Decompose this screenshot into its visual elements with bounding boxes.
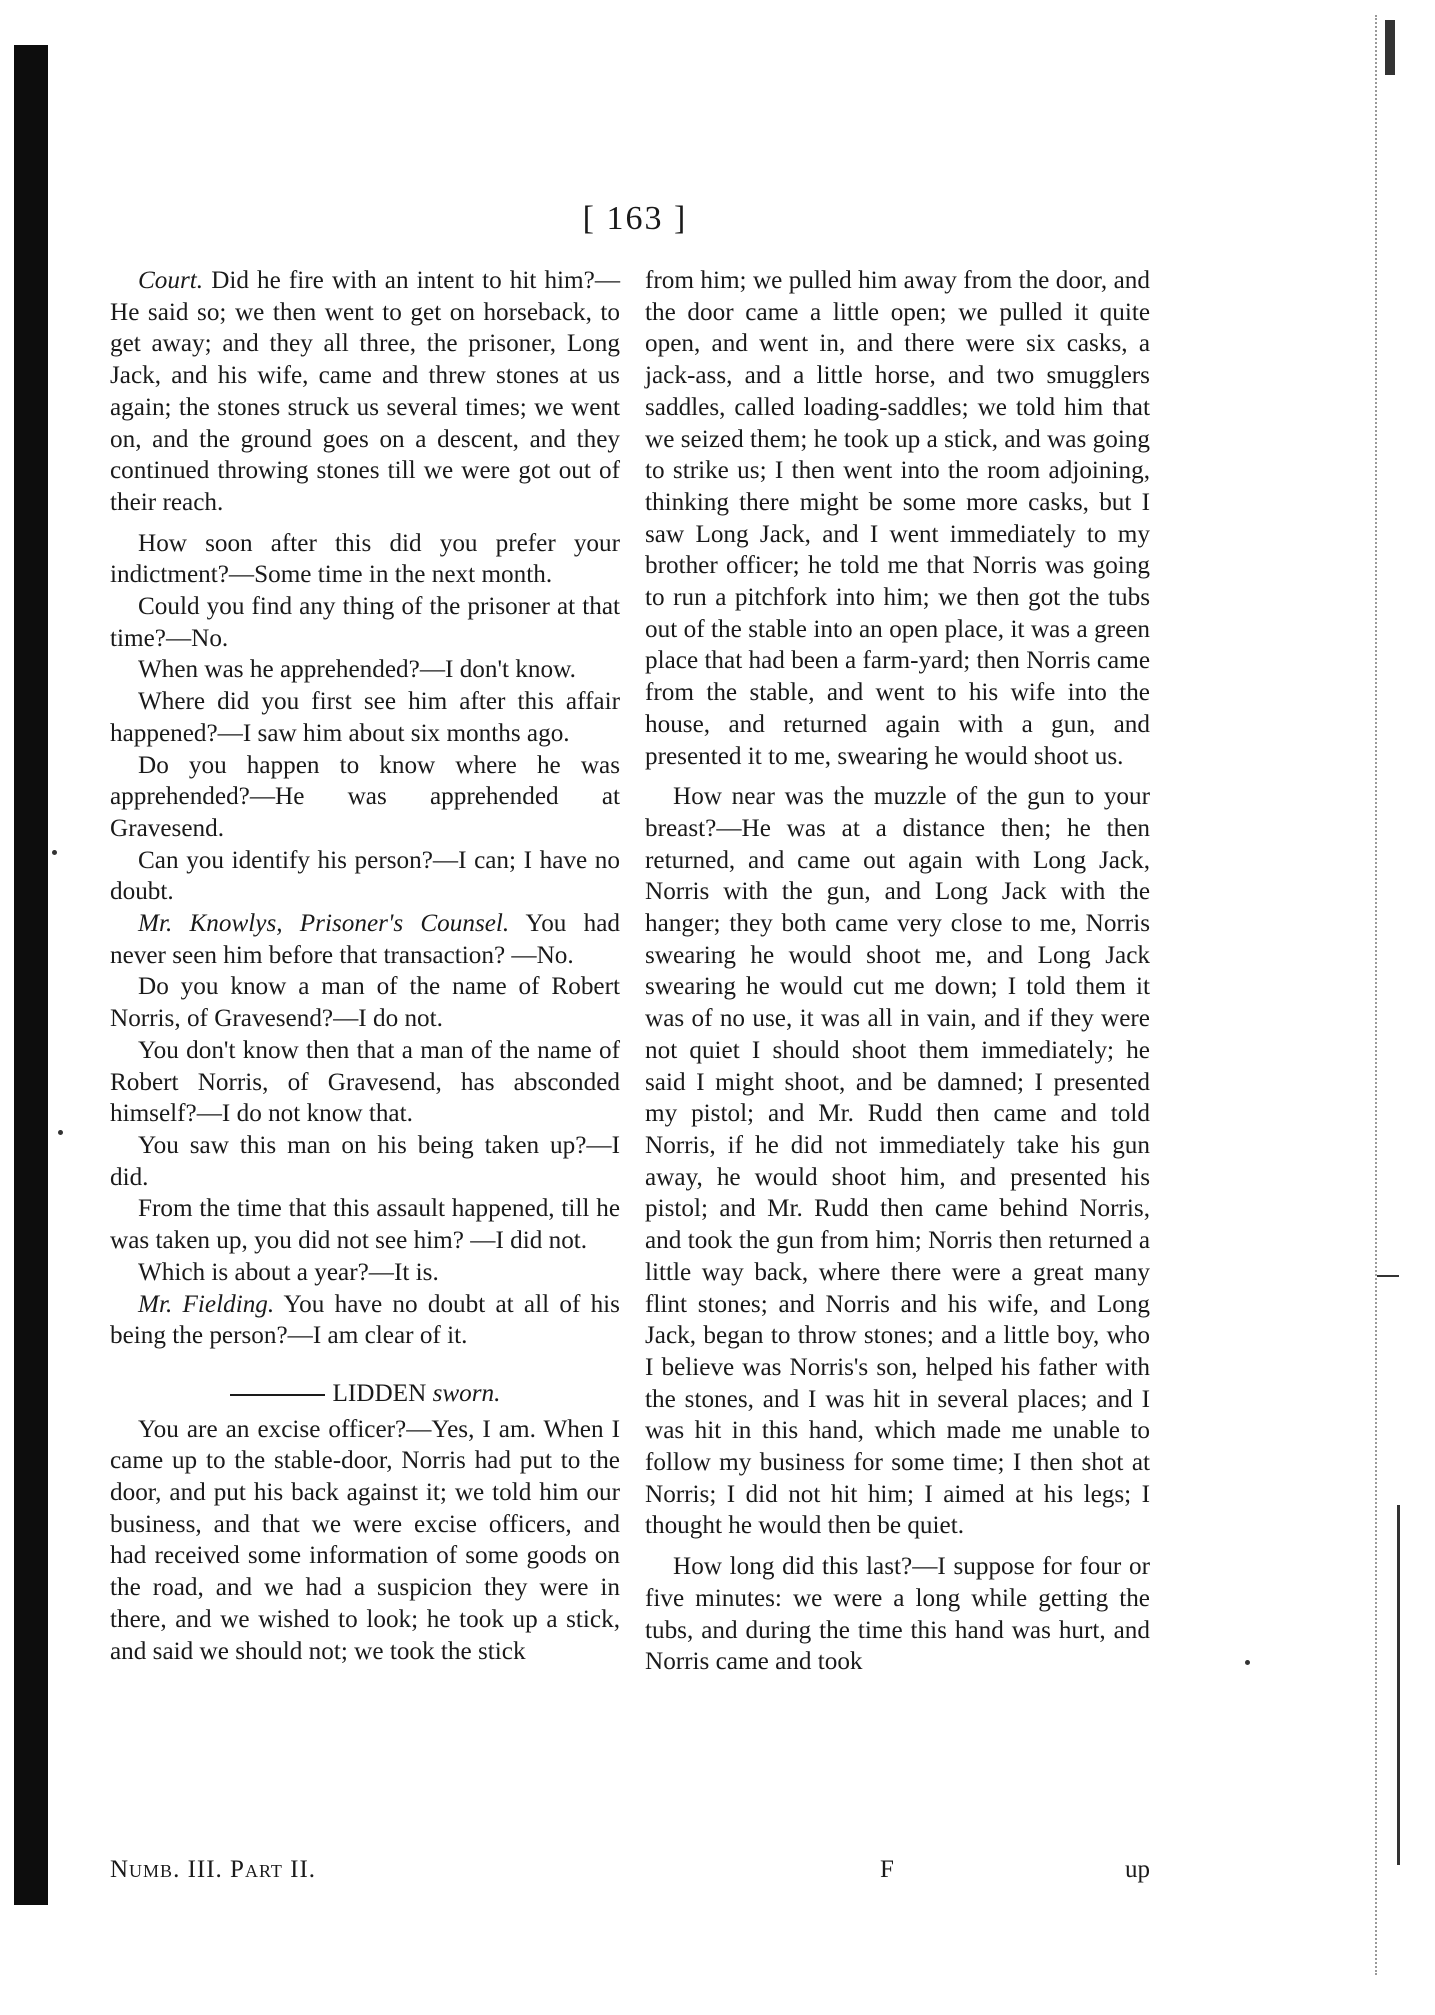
paragraph: Do you happen to know where he was apprehended?—He was apprehended at Gravesend. [110,751,620,842]
right-column [645,265,1150,1678]
signature-mark: F [880,1856,894,1883]
speaker-label: Mr. Fielding. [138,1290,275,1318]
paragraph: How long did this last?—I suppose for four or five minutes: we were a long while getting the tubs, and during the time this hand was hurt, and Norris came and took [645,1553,1150,1676]
edge-mark [1385,20,1395,75]
paragraph-text: You had never seen him before that transaction? —No. [110,910,620,969]
paragraph: How soon after this did you prefer your indictment?—Some time in the next month. [110,529,620,589]
page-binding-shadow [14,45,48,1905]
edge-mark [1397,1505,1400,1865]
witness-name: LIDDEN [332,1379,427,1407]
paragraph: How near was the muzzle of the gun to your breast?—He was at a distance then; he then returned, and came out again with Long Jack, Norris with the gun, and Long Jack with the hanger; they both came very close to me, Norris swearing he would shoot me, and Long Jack swearing he would cut me down; I told them it was of no use, it was all in vain, and if they were not quiet I should shoot them immediately; he said I might shoot, and be damned; I presented my pistol; and Mr. Rudd then came and told Norris, if he did not immediately take his gun away, he would shoot him, and presented his pistol; and Mr. Rudd then came behind Norris, and took the gun from him; Norris then returned a little way back, where there were a great many flint stones; and Norris and his wife, and Long Jack, began to throw stones; and a little boy, who I believe was Norris's son, helped his father with the stones, and I was hit in several places; and I was hit in this hand, which made me unable to follow my business for some time; I then shot at Norris; I did not hit him; I aimed at his legs; I thought he would then be quiet. [645,783,1150,1540]
catchword: up [1125,1856,1150,1883]
ink-speck [52,850,57,855]
witness-sworn: sworn. [432,1379,501,1407]
paragraph: Where did you first see him after this affair happened?—I saw him about six months ago. [110,688,620,747]
paragraph: Which is about a year?—It is. [138,1258,439,1286]
edge-mark [1377,1275,1399,1277]
heading-rule [230,1394,325,1396]
paragraph-text: Did he fire with an intent to hit him?—He said so; we then went to get on horseback, to get away; and they all three, the prisoner, Long Jack, and his wife, came and threw stones at us again; the stones struck us several times; we went on, and the ground goes on a descent, and they continued throwing stones till we were got out of their reach. [110,267,621,516]
paragraph [110,265,620,519]
page-number: [ 163 ] [582,200,688,237]
signature-line: Numb. III. Part II. [110,1856,317,1883]
paragraph: You saw this man on his being taken up?—I did. [110,1131,620,1191]
paragraph: From the time that this assault happened, till he was taken up, you did not see him? —I did not. [110,1195,620,1255]
ink-speck [1245,1660,1250,1665]
paragraph: from him; we pulled him away from the door, and the door came a little open; we pulled it quite open, and went in, and there were six casks, a jack-ass, and a little horse, and two smugglers saddles, called loading-saddles; we told him that we seized them; he took up a stick, and was going to strike us; I then went into the room adjoining, thinking there might be some more casks, but I saw Long Jack, and I went immediately to my brother officer; he told me that Norris was going to run a pitchfork into him; we then got the tubs out of the stable into an open place, it was a green place that had been a farm-yard; then Norris came from the stable, and went to his wife into the house, and returned again with a gun, and presented it to me, swearing he would shoot us. [645,267,1150,770]
speaker-label: Court. [138,267,204,294]
paragraph: You are an excise officer?—Yes, I am. When I came up to the stable-door, Norris had put to the door, and put his back against it; we told him our business, and that we were excise officers, and had received some information of some goods on the road, and we had a suspicion they were in there, and we wished to look; he took up a stick, and said we should not; we took the stick [110,1415,620,1665]
paragraph-text: You have no doubt at all of his being the person?—I am clear of it. [110,1290,620,1350]
left-column [110,265,620,1667]
speaker-label: Mr. Knowlys, Prisoner's Counsel. [138,910,510,938]
paragraph: Do you know a man of the name of Robert Norris, of Gravesend?—I do not. [110,973,620,1033]
ink-speck [58,1130,63,1135]
paragraph: Could you find any thing of the prisoner at that time?—No. [110,593,620,652]
paragraph [110,908,620,971]
paragraph: When was he apprehended?—I don't know. [138,656,576,684]
paragraph: Can you identify his person?—I can; I have no doubt. [110,846,620,906]
witness-heading [110,1378,620,1410]
paragraph: You don't know then that a man of the name of Robert Norris, of Gravesend, has absconded himself?—I do not know that. [110,1036,620,1128]
paragraph [110,1289,620,1352]
page-edge [1375,15,1407,1975]
